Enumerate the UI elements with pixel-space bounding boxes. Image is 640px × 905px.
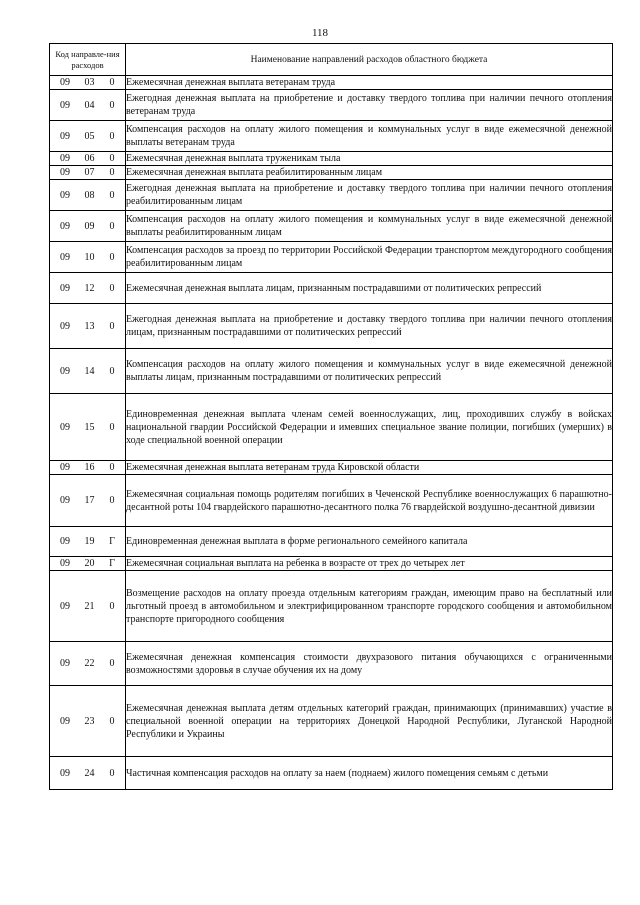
code-part-c3: 0 — [109, 462, 115, 473]
page-number: 118 — [311, 27, 329, 39]
expense-code-cell — [50, 686, 126, 757]
code-part-c2: 19 — [84, 536, 95, 547]
expense-code-cell — [50, 273, 126, 304]
code-part-c1: 09 — [60, 167, 70, 178]
code-part-c3: 0 — [109, 658, 115, 669]
code-part-c1: 09 — [60, 189, 70, 201]
expense-name-cell: Ежегодная денежная выплата на приобретение и доставку твердого топлива при наличии печного отопления лицам, признанным пострадавшими от политических репрессий — [126, 304, 613, 349]
expense-code-cell — [50, 475, 126, 527]
code-part-c1: 09 — [60, 220, 70, 232]
code-part-c1: 09 — [60, 153, 70, 164]
table-row — [50, 121, 613, 152]
code-part-c1: 09 — [60, 462, 70, 473]
code-part-c2: 23 — [84, 715, 95, 727]
code-part-c3: 0 — [109, 77, 115, 88]
code-part-c3: Г — [109, 536, 115, 547]
code-part-c1: 09 — [60, 77, 70, 88]
code-part-c1: 09 — [60, 251, 70, 263]
code-part-c3: 0 — [109, 153, 115, 164]
code-part-c2: 07 — [84, 167, 95, 178]
code-part-c3: Г — [109, 558, 115, 569]
table-row — [50, 461, 613, 475]
code-part-c3: 0 — [109, 167, 115, 178]
code-part-c1: 09 — [60, 421, 70, 433]
expense-code-cell — [50, 76, 126, 90]
code-part-c2: 12 — [84, 282, 95, 294]
code-part-c3: 0 — [109, 220, 115, 232]
table-row — [50, 527, 613, 557]
expense-name-cell: Ежемесячная денежная выплата ветеранам труда — [126, 76, 613, 90]
code-part-c2: 13 — [84, 320, 95, 332]
expense-name-cell: Ежемесячная денежная выплата детям отдельных категорий граждан, принимающих (принимавших) участие в специальной военной операции на территориях Донецкой Народной Республики, Луганской Народной Республики и Украины — [126, 686, 613, 757]
code-part-c2: 05 — [84, 130, 95, 142]
table-row — [50, 475, 613, 527]
expense-name-cell: Ежемесячная социальная помощь родителям погибших в Чеченской Республике военнослужащих 6 парашютно-десантной роты 104 гвардейского парашютно-десантного полка 76 гвардейской воздушно-десантной дивизии — [126, 475, 613, 527]
code-part-c2: 10 — [84, 251, 95, 263]
expense-name-cell: Ежемесячная денежная выплата ветеранам труда Кировской области — [126, 461, 613, 475]
expense-name-cell: Возмещение расходов на оплату проезда отдельным категориям граждан, имеющим право на бесплатный или льготный проезд в автомобильном и электрифицированном транспорте городского сообщения и автомобильном транспорте пригородного сообщения — [126, 571, 613, 642]
code-part-c2: 04 — [84, 99, 95, 111]
expense-code-cell — [50, 349, 126, 394]
table-row — [50, 152, 613, 166]
code-part-c1: 09 — [60, 282, 70, 294]
code-part-c2: 08 — [84, 189, 95, 201]
expense-code-cell — [50, 642, 126, 686]
expense-name-cell: Единовременная денежная выплата членам семей военнослужащих, лиц, проходивших службу в войсках национальной гвардии Российской Федерации и имевших специальное звание полиции, погибших (умерших) в ходе специальной военной операции — [126, 394, 613, 461]
code-part-c2: 17 — [84, 495, 95, 506]
code-part-c3: 0 — [109, 495, 115, 506]
table-row — [50, 686, 613, 757]
table-row — [50, 211, 613, 242]
expense-code-cell — [50, 121, 126, 152]
expense-name-cell: Компенсация расходов за проезд по территории Российской Федерации транспортом междугородного сообщения реабилитированным лицам — [126, 242, 613, 273]
code-part-c2: 20 — [84, 558, 95, 569]
code-column-header: Код направле-ния расходов — [50, 44, 126, 76]
expense-name-cell: Компенсация расходов на оплату жилого помещения и коммунальных услуг в виде ежемесячной денежной выплаты ветеранам труда — [126, 121, 613, 152]
expense-name-cell: Ежемесячная денежная выплата лицам, признанным пострадавшими от политических репрессий — [126, 273, 613, 304]
code-part-c3: 0 — [109, 320, 115, 332]
table-body — [50, 76, 613, 790]
table-row — [50, 571, 613, 642]
table-row — [50, 394, 613, 461]
table-row — [50, 180, 613, 211]
code-part-c2: 15 — [84, 421, 95, 433]
expense-name-cell: Ежемесячная денежная выплата реабилитированным лицам — [126, 166, 613, 180]
table-row — [50, 304, 613, 349]
table-row — [50, 349, 613, 394]
table-row — [50, 242, 613, 273]
code-part-c1: 09 — [60, 767, 70, 779]
expense-code-cell — [50, 304, 126, 349]
code-part-c1: 09 — [60, 600, 70, 612]
name-column-header: Наименование направлений расходов областного бюджета — [126, 44, 613, 76]
code-part-c3: 0 — [109, 715, 115, 727]
expense-name-cell: Ежемесячная денежная компенсация стоимости двухразового питания обучающихся с ограниченными возможностями здоровья в случае обучения их на дому — [126, 642, 613, 686]
expense-code-cell — [50, 527, 126, 557]
code-part-c2: 03 — [84, 77, 95, 88]
expense-name-cell: Ежемесячная социальная выплата на ребенка в возрасте от трех до четырех лет — [126, 557, 613, 571]
code-part-c1: 09 — [60, 715, 70, 727]
table-row — [50, 273, 613, 304]
code-part-c3: 0 — [109, 251, 115, 263]
code-part-c2: 14 — [84, 365, 95, 377]
expense-name-cell: Компенсация расходов на оплату жилого помещения и коммунальных услуг в виде ежемесячной денежной выплаты лицам, признанным пострадавшими от политических репрессий — [126, 349, 613, 394]
code-part-c2: 21 — [84, 600, 95, 612]
expense-code-cell — [50, 757, 126, 790]
expense-code-cell — [50, 557, 126, 571]
code-part-c3: 0 — [109, 600, 115, 612]
expense-code-cell — [50, 211, 126, 242]
table-row — [50, 757, 613, 790]
expense-name-cell: Частичная компенсация расходов на оплату за наем (поднаем) жилого помещения семьям с детьми — [126, 757, 613, 790]
code-part-c3: 0 — [109, 767, 115, 779]
code-part-c1: 09 — [60, 365, 70, 377]
code-part-c1: 09 — [60, 495, 70, 506]
code-part-c1: 09 — [60, 658, 70, 669]
table-row — [50, 76, 613, 90]
table-row — [50, 90, 613, 121]
expense-code-cell — [50, 242, 126, 273]
code-part-c3: 0 — [109, 130, 115, 142]
code-part-c3: 0 — [109, 421, 115, 433]
code-part-c2: 16 — [84, 462, 95, 473]
table-row — [50, 557, 613, 571]
code-part-c3: 0 — [109, 365, 115, 377]
expense-name-cell: Единовременная денежная выплата в форме регионального семейного капитала — [126, 527, 613, 557]
code-part-c2: 06 — [84, 153, 95, 164]
code-part-c1: 09 — [60, 536, 70, 547]
expense-name-cell: Компенсация расходов на оплату жилого помещения и коммунальных услуг в виде ежемесячной денежной выплаты реабилитированным лицам — [126, 211, 613, 242]
expense-code-cell — [50, 571, 126, 642]
expense-code-cell — [50, 394, 126, 461]
expense-code-cell — [50, 180, 126, 211]
expense-name-cell: Ежегодная денежная выплата на приобретение и доставку твердого топлива при наличии печного отопления ветеранам труда — [126, 90, 613, 121]
expense-name-cell: Ежегодная денежная выплата на приобретение и доставку твердого топлива при наличии печного отопления реабилитированным лицам — [126, 180, 613, 211]
budget-expense-table — [49, 43, 613, 790]
code-part-c3: 0 — [109, 282, 115, 294]
code-part-c1: 09 — [60, 558, 70, 569]
code-part-c1: 09 — [60, 130, 70, 142]
table-row — [50, 642, 613, 686]
expense-code-cell — [50, 461, 126, 475]
expense-code-cell — [50, 90, 126, 121]
code-part-c2: 22 — [84, 658, 95, 669]
expense-code-cell — [50, 166, 126, 180]
code-part-c3: 0 — [109, 189, 115, 201]
code-part-c1: 09 — [60, 320, 70, 332]
table-header-row — [50, 44, 613, 76]
expense-name-cell: Ежемесячная денежная выплата труженикам тыла — [126, 152, 613, 166]
table-row — [50, 166, 613, 180]
code-part-c2: 24 — [84, 767, 95, 779]
code-part-c1: 09 — [60, 99, 70, 111]
code-part-c2: 09 — [84, 220, 95, 232]
code-part-c3: 0 — [109, 99, 115, 111]
expense-code-cell — [50, 152, 126, 166]
